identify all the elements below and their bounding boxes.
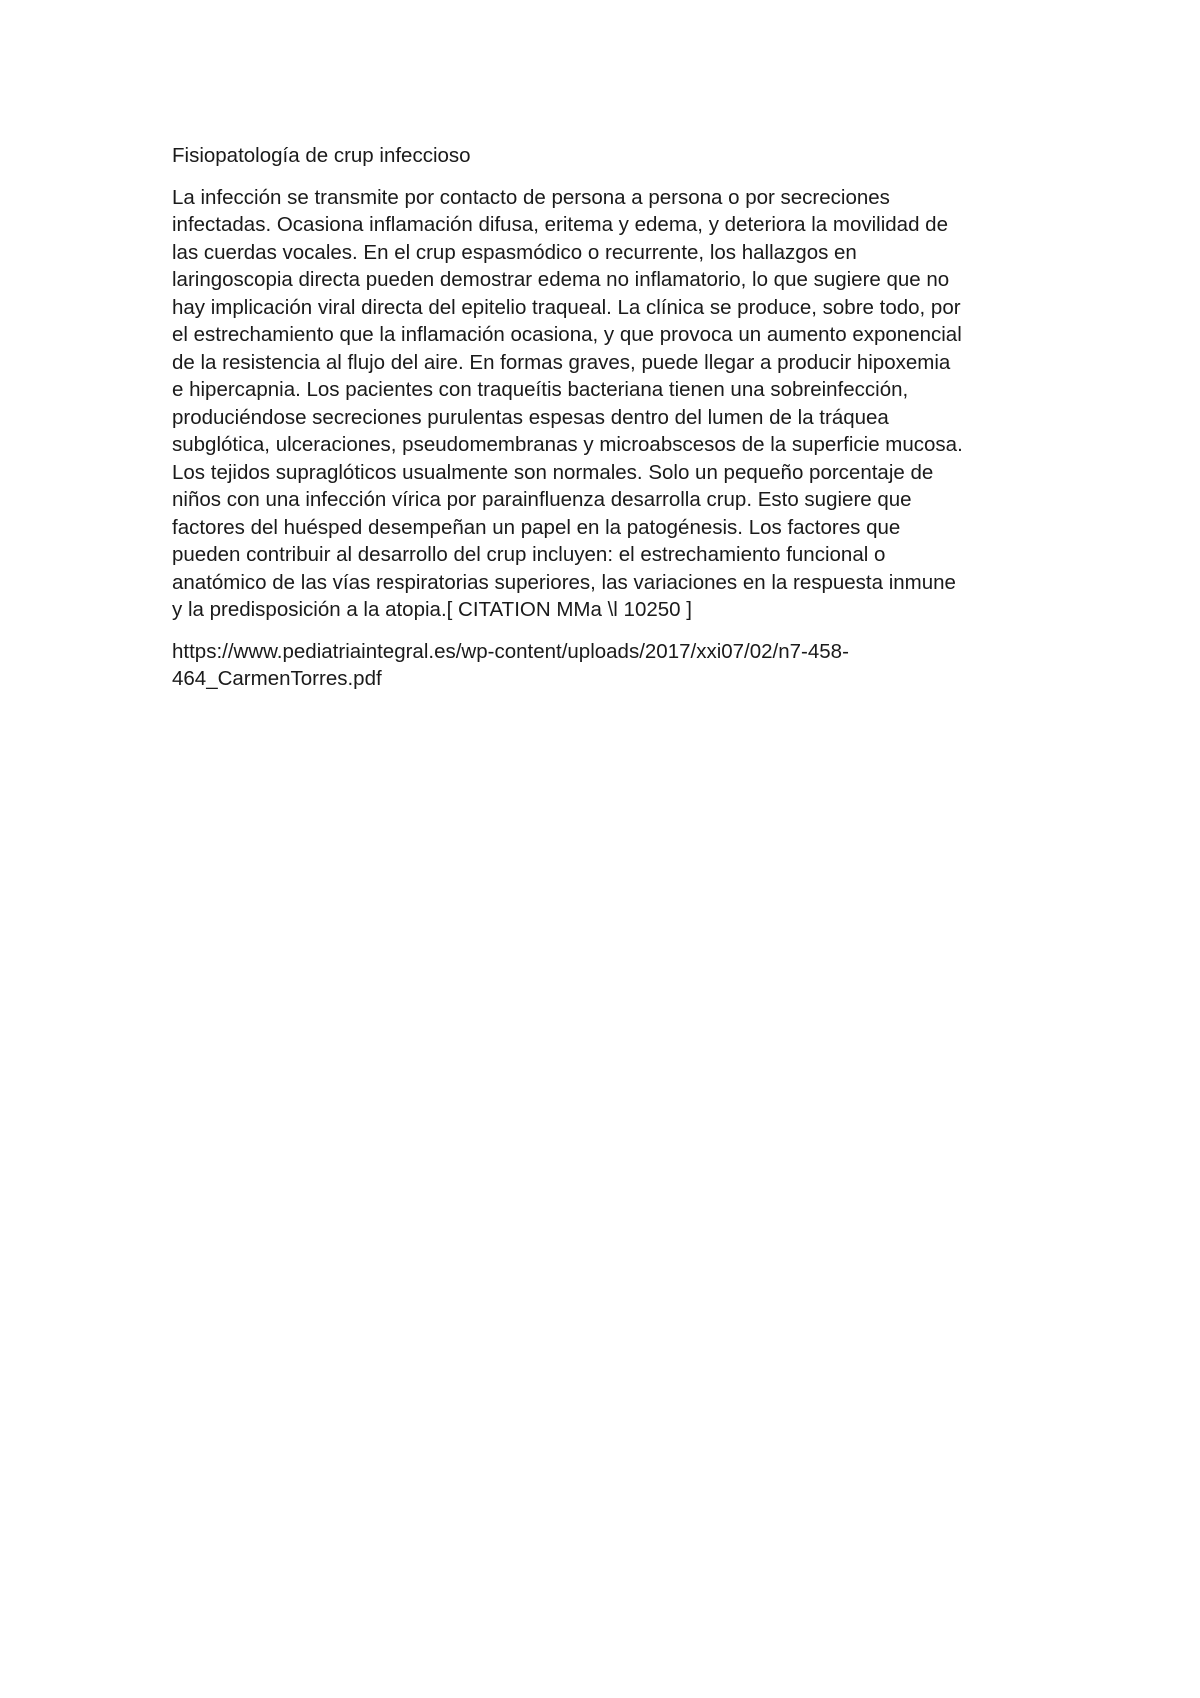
reference-url: https://www.pediatriaintegral.es/wp-content/uploads/2017/xxi07/02/n7-458- 464_CarmenTorres.pdf [172, 639, 849, 690]
document-content [172, 142, 1042, 693]
document-title: Fisiopatología de crup infeccioso [172, 144, 471, 167]
body-paragraph: La infección se transmite por contacto de persona a persona o por secreciones infectadas. Ocasiona inflamación difusa, eritema y edema, y deteriora la movilidad de las cuerdas vocales. En el crup espasmódico o recurrente, los hallazgos en laringoscopia directa pueden demostrar edema no inflamatorio, lo que sugiere que no hay implicación viral directa del epitelio traqueal. La clínica se produce, sobre todo, por el estrechamiento que la inflamación ocasiona, y que provoca un aumento exponencial de la resistencia al flujo del aire. En formas graves, puede llegar a producir hipoxemia e hipercapnia. Los pacientes con traqueítis bacteriana tienen una sobreinfección, produciéndose secreciones purulentas espesas dentro del lumen de la tráquea subglótica, ulceraciones, pseudomembranas y microabscesos de la superficie mucosa. Los tejidos supraglóticos usualmente son normales. Solo un pequeño porcentaje de niños con una infección vírica por parainfluenza desarrolla crup. Esto sugiere que factores del huésped desempeñan un papel en la patogénesis. Los factores que pueden contribuir al desarrollo del crup incluyen: el estrechamiento funcional o anatómico de las vías respiratorias superiores, las variaciones en la respuesta inmune y la predisposición a la atopia.[ CITATION MMa \l 10250 ] [172, 185, 963, 621]
